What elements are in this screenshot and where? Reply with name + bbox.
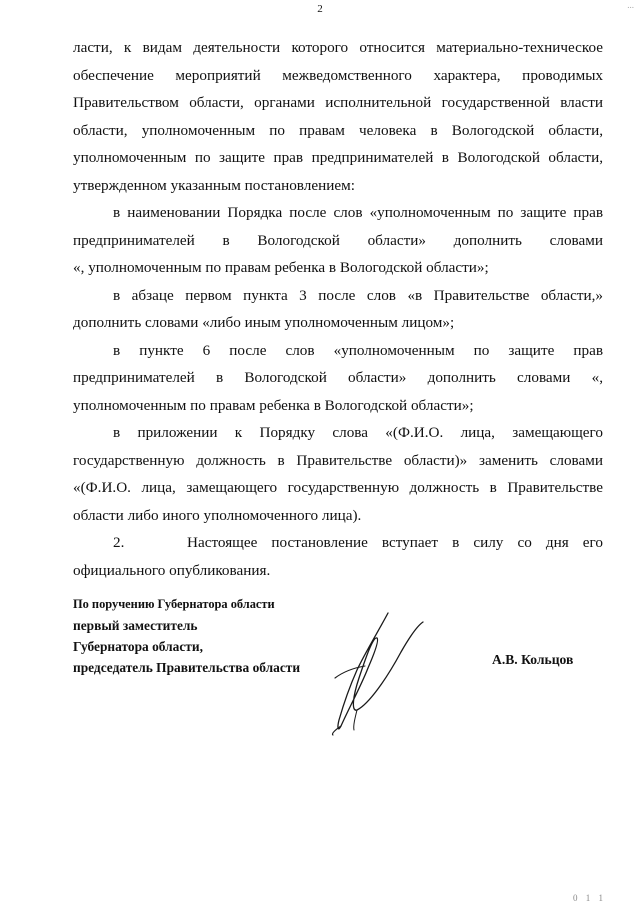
paragraph-amendment-appendix: в приложении к Порядку слова «(Ф.И.О. лица, замещающего государственную должность в Правительстве области)» заменить словами «(Ф.И.О. лица, замещающего государственную должность в Правительстве области либо иного уполномоченного лица). [73,424,603,524]
paragraph-amendment-title-cont: «, уполномоченным по правам ребенка в Вологодской области»; [73,259,489,276]
paragraph-effective-date-text: Настоящее постановление вступает в силу со дня его официального опубликования. [73,534,603,579]
page-number: 2 [317,3,323,15]
handwritten-signature [313,608,443,736]
paragraph-effective-date [73,529,603,584]
paragraph-amendment-point-6: в пункте 6 после слов «уполномоченным по защите прав предпринимателей в Вологодской области» дополнить словами «, уполномоченным по правам ребенка в Вологодской области»; [73,341,603,414]
paragraph-amendment-point-3: в абзаце первом пункта 3 после слов «в Правительстве области,» дополнить словами «либо иным уполномоченным лицом»; [73,286,603,331]
signature-position-line-2: Губернатора области, [73,639,203,654]
signer-name: А.В. Кольцов [492,652,574,667]
signature-block [73,594,300,678]
paragraph-continuation: ласти, к видам деятельности которого относится материально-техническое обеспечение мероприятий межведомственного характера, проводимых Правительством области, органами исполнительной государственной власти области, уполномоченным по правам человека в Вологодской области, уполномоченным по защите прав предпринимателей в Вологодской области, утвержденном указанным постановлением: [73,39,603,194]
signature-position-line-3: председатель Правительства области [73,660,301,675]
signature-authority-line: По поручению Губернатора области [73,597,275,611]
paragraph-amendment-title: в наименовании Порядка после слов «уполномоченным по защите прав предпринимателей в Вологодской области» дополнить словами [73,204,603,249]
top-corner-mark: ... [627,0,634,10]
signature-position-line-1: первый заместитель [73,618,198,633]
paragraph-number: 2. [113,534,125,551]
bottom-corner-mark: 0 1 1 [573,893,606,903]
document-body [73,34,603,584]
